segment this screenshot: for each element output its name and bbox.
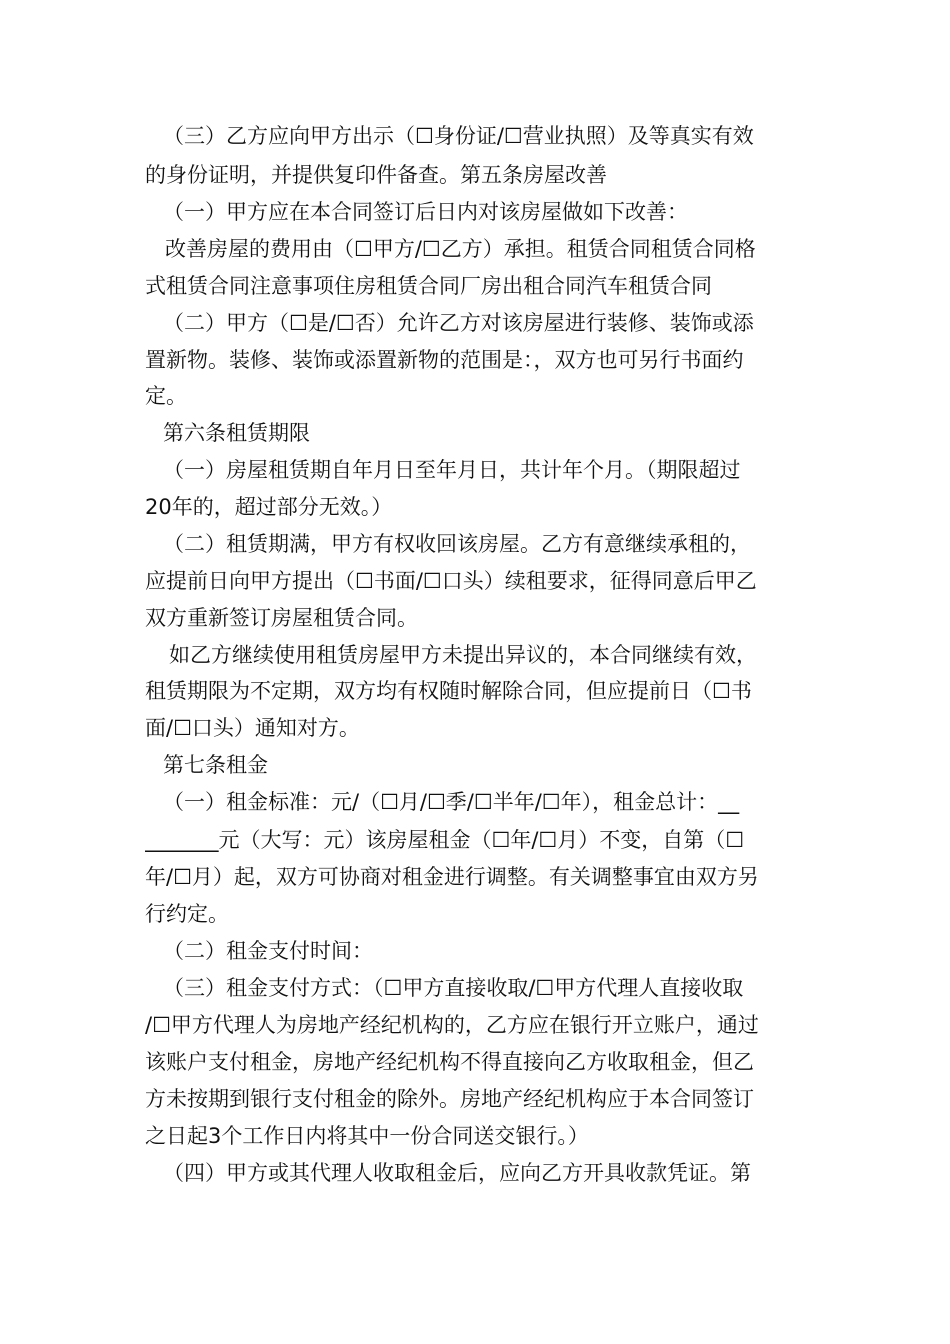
paragraph-line: （四）甲方或其代理人收取租金后，应向乙方开具收款凭证。第	[163, 1161, 751, 1185]
paragraph-line: 租赁期限为不定期，双方均有权随时解除合同，但应提前日（☐书	[145, 679, 752, 703]
paragraph-line: 的身份证明，并提供复印件备查。第五条房屋改善	[145, 163, 607, 187]
paragraph-line: （一）租金标准：元/（☐月/☐季/☐半年/☐年），租金总计：__	[163, 790, 740, 814]
paragraph-line: /☐甲方代理人为房地产经纪机构的，乙方应在银行开立账户，通过	[145, 1013, 759, 1037]
paragraph-line: 置新物。装修、装饰或添置新物的范围是：，双方也可另行书面约	[145, 348, 744, 372]
paragraph-line: 之日起3个工作日内将其中一份合同送交银行。）	[145, 1124, 589, 1148]
paragraph-line: 式租赁合同注意事项住房租赁合同厂房出租合同汽车租赁合同	[145, 274, 712, 298]
paragraph-line: 方未按期到银行支付租金的除外。房地产经纪机构应于本合同签订	[145, 1087, 754, 1111]
paragraph-line: （二）租金支付时间：	[163, 939, 373, 963]
paragraph-line: （二）租赁期满，甲方有权收回该房屋。乙方有意继续承租的，	[163, 532, 751, 556]
paragraph-line: 如乙方继续使用租赁房屋甲方未提出异议的，本合同继续有效，	[169, 643, 757, 667]
paragraph-line: 双方重新签订房屋租赁合同。	[145, 606, 418, 630]
paragraph-line: （一）房屋租赁期自年月日至年月日，共计年个月。（期限超过	[163, 458, 741, 482]
paragraph-line: 行约定。	[145, 902, 229, 926]
paragraph-line: 该账户支付租金，房地产经纪机构不得直接向乙方收取租金，但乙	[145, 1050, 754, 1074]
paragraph-line: 改善房屋的费用由（☐甲方/☐乙方）承担。租赁合同租赁合同格	[165, 237, 756, 261]
paragraph-line: 应提前日向甲方提出（☐书面/☐口头）续租要求，征得同意后甲乙	[145, 569, 757, 593]
section-heading: 第七条租金	[163, 753, 268, 777]
section-heading: 第六条租赁期限	[163, 421, 310, 445]
paragraph-line: （三）租金支付方式：（☐甲方直接收取/☐甲方代理人直接收取	[163, 976, 744, 1000]
paragraph-line: （一）甲方应在本合同签订后日内对该房屋做如下改善：	[163, 200, 688, 224]
paragraph-line: 面/☐口头）通知对方。	[145, 716, 360, 740]
paragraph-line: 20年的，超过部分无效。）	[145, 495, 393, 519]
paragraph-line: 年/☐月）起，双方可协商对租金进行调整。有关调整事宜由双方另	[145, 865, 759, 889]
paragraph-line: （三）乙方应向甲方出示（☐身份证/☐营业执照）及等真实有效	[163, 124, 754, 148]
paragraph-line: 定。	[145, 384, 187, 408]
paragraph-line: （二）甲方（☐是/☐否）允许乙方对该房屋进行装修、装饰或添	[163, 311, 754, 335]
paragraph-line: _______元（大写：元）该房屋租金（☐年/☐月）不变，自第（☐	[145, 828, 745, 852]
